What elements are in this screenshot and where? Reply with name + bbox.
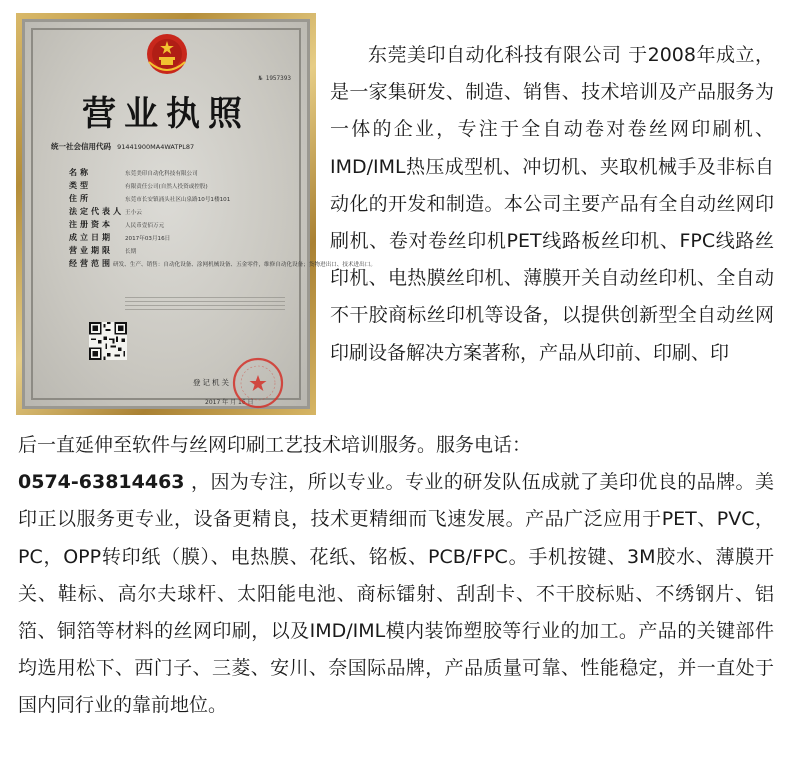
credit-code-value: 91441900MA4WATPL87 [117,143,195,151]
license-field [69,179,299,192]
license-title: 营业执照 [82,94,250,134]
intro-paragraph-bottom [18,427,774,725]
field-label: 名称 [69,168,91,177]
business-license-image [16,13,376,415]
business-scope-lines [125,294,285,312]
field-value: 人民币壹佰万元 [125,222,165,229]
intro-text-rest: ，因为专注，所以专业。专业的研发队伍成就了美印优良的品牌。美印正以服务更专业，设备更精良，技术更精细而飞速发展。产品广泛应用于PET、PVC，PC，OPP转印纸（膜）、电热膜、花纸、铭板、PCB/FPC。手机按键、3M胶水、薄膜开关、鞋标、高尔夫球杆、太阳能电池、商标镭射、刮刮卡、不干胶标贴、不绣钢片、铝箔、铜箔等材料的丝网印刷，以及IMD/IML模内装饰塑胶等行业的加工。产品的关键部件均选用松下、西门子、三菱、安川、奈国际品牌，产品质量可靠、性能稳定，并一直处于国内同行业的靠前地位。 [18,471,774,717]
intro-text-continued: 后一直延伸至软件与丝网印刷工艺技术培训服务。服务电话： [18,434,532,456]
license-field [69,218,299,231]
credit-code-row [51,141,297,152]
issue-date: 2017 年 月 16 日 [205,399,254,406]
credit-code-label: 统一社会信用代码 [51,142,111,151]
field-value: 王小云 [125,209,142,216]
field-label: 经营范围 [69,259,113,268]
license-field [69,244,299,257]
field-label: 法定代表人 [69,207,124,216]
license-serial: № 1957393 [258,75,291,82]
field-label: 类型 [69,181,91,190]
service-phone: 0574-63814463 [18,471,185,494]
registration-authority: 登记机关 [193,378,231,387]
license-field [69,192,299,205]
field-label: 成立日期 [69,233,113,242]
national-emblem-icon [145,32,189,76]
license-field [69,231,299,244]
field-label: 营业期限 [69,246,113,255]
field-value: 研发、生产、销售：自动化设备、涂网机械设备、五金零件，维修自动化设备；货物进出口、技术进出口。 [113,261,376,268]
license-field [69,257,376,270]
intro-paragraph-top: 东莞美印自动化科技有限公司 于2008年成立，是一家集研发、制造、销售、技术培训及产品服务为一体的企业，专注于全自动卷对卷丝网印刷机、IMD/IML热压成型机、冲切机、夹取机械手及非标自动化的开发和制造。本公司主要产品有全自动丝网印刷机、卷对卷丝印机PET线路板丝印机、FPC线路丝印机、电热膜丝印机、薄膜开关自动丝印机、全自动不干胶商标丝印机等设备，以提供创新型全自动丝网印刷设备解决方案著称，产品从印前、印刷、印 [330,44,774,364]
field-label: 注册资本 [69,220,113,229]
field-value: 有限责任公司(自然人投资或控股) [125,183,208,190]
field-value: 长期 [125,248,137,255]
field-value: 东莞市长安镇涌头社区山泉路10号1楼101 [125,196,231,203]
field-label: 住所 [69,194,91,203]
official-seal-icon [231,356,285,410]
license-field [69,166,299,179]
qr-code-icon [89,322,127,360]
license-paper [22,19,376,409]
license-field [69,205,299,218]
license-fields [69,166,376,270]
field-value: 东莞美印自动化科技有限公司 [125,170,198,177]
field-value: 2017年03月16日 [125,235,171,242]
